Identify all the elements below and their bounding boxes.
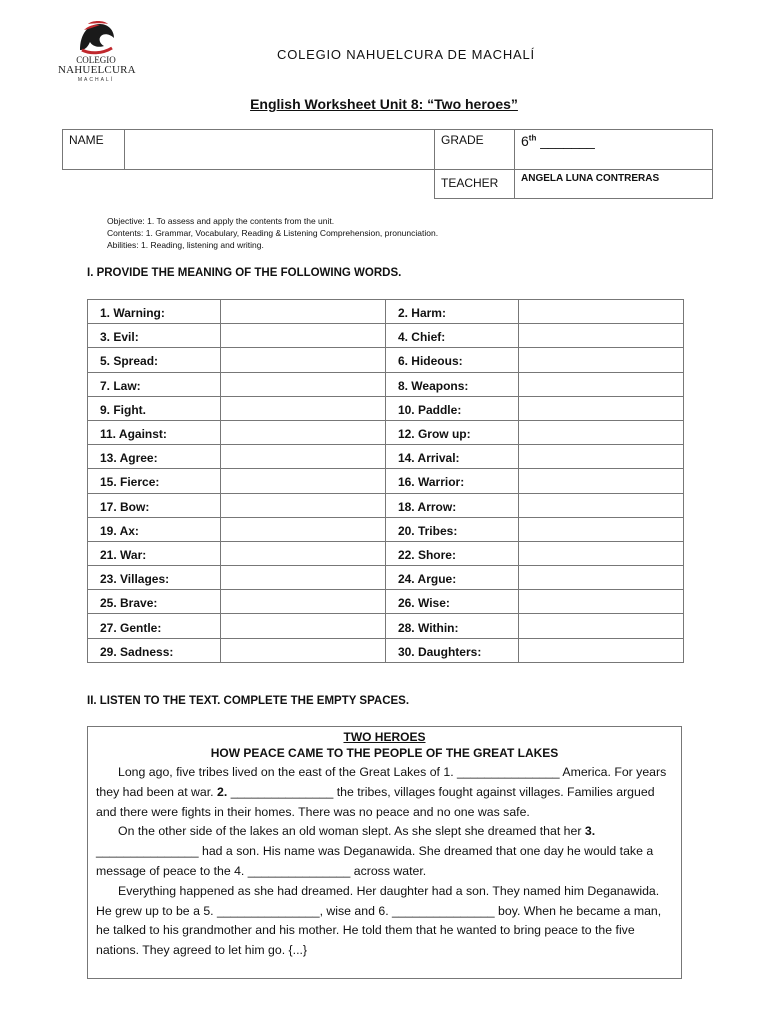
story-text: On the other side of the lakes an old woman slept. As she slept she dreamed that her bbox=[118, 824, 585, 839]
story-text: _______________ had a son. His name was Deganawida. She dreamed that one day he would take a message of peace to the 4. _______________ across water. bbox=[96, 844, 654, 878]
vocab-answer-field[interactable] bbox=[220, 396, 385, 420]
grade-suffix: th bbox=[528, 133, 537, 143]
vocab-word: 19. Ax: bbox=[88, 517, 221, 541]
vocab-word: 26. Wise: bbox=[385, 590, 518, 614]
grade-label: GRADE bbox=[435, 130, 515, 170]
vocab-word: 2. Harm: bbox=[385, 300, 518, 324]
vocab-answer-field[interactable] bbox=[518, 590, 683, 614]
story-paragraph-1 bbox=[96, 763, 673, 822]
vocab-answer-field[interactable] bbox=[220, 348, 385, 372]
section1-heading: I. PROVIDE THE MEANING OF THE FOLLOWING WORDS. bbox=[87, 267, 402, 279]
vocab-word: 23. Villages: bbox=[88, 566, 221, 590]
logo-text-line1: COLEGIO bbox=[76, 55, 116, 65]
contents-text: Contents: 1. Grammar, Vocabulary, Reading & Listening Comprehension, pronunciation. bbox=[107, 228, 439, 238]
vocab-answer-field[interactable] bbox=[518, 372, 683, 396]
vocab-row bbox=[88, 300, 684, 324]
vocab-answer-field[interactable] bbox=[220, 420, 385, 444]
vocab-word: 22. Shore: bbox=[385, 541, 518, 565]
vocab-word: 18. Arrow: bbox=[385, 493, 518, 517]
vocab-word: 13. Agree: bbox=[88, 445, 221, 469]
grade-field[interactable] bbox=[515, 130, 713, 170]
vocab-answer-field[interactable] bbox=[220, 300, 385, 324]
vocab-answer-field[interactable] bbox=[220, 324, 385, 348]
vocab-answer-field[interactable] bbox=[518, 517, 683, 541]
vocab-answer-field[interactable] bbox=[518, 396, 683, 420]
vocab-word: 7. Law: bbox=[88, 372, 221, 396]
vocab-answer-field[interactable] bbox=[518, 493, 683, 517]
vocab-word: 12. Grow up: bbox=[385, 420, 518, 444]
section2-heading: II. LISTEN TO THE TEXT. COMPLETE THE EMPTY SPACES. bbox=[87, 695, 410, 707]
vocab-answer-field[interactable] bbox=[518, 566, 683, 590]
vocab-word: 10. Paddle: bbox=[385, 396, 518, 420]
name-field[interactable] bbox=[125, 130, 435, 170]
vocab-answer-field[interactable] bbox=[518, 638, 683, 662]
vocab-answer-field[interactable] bbox=[220, 614, 385, 638]
vocab-answer-field[interactable] bbox=[220, 566, 385, 590]
grade-value: 6 bbox=[521, 133, 529, 149]
blank-number: 3. bbox=[584, 824, 596, 839]
teacher-value: ANGELA LUNA CONTRERAS bbox=[515, 170, 713, 199]
vocab-answer-field[interactable] bbox=[518, 300, 683, 324]
vocab-row bbox=[88, 469, 684, 493]
vocab-row bbox=[88, 445, 684, 469]
vocab-word: 8. Weapons: bbox=[385, 372, 518, 396]
vocab-row bbox=[88, 396, 684, 420]
vocab-answer-field[interactable] bbox=[518, 469, 683, 493]
worksheet-meta bbox=[107, 215, 438, 251]
vocab-row bbox=[88, 372, 684, 396]
vocab-answer-field[interactable] bbox=[220, 372, 385, 396]
vocab-row bbox=[88, 324, 684, 348]
vocab-word: 3. Evil: bbox=[88, 324, 221, 348]
story-paragraph-3: Everything happened as she had dreamed. Her daughter had a son. They named him Deganawida. He grew up to be a 5. _______________, wise and 6. _______________ boy. When he became a man, he talked to his grandmother and his mother. He told them that he wanted to bring peace to the five nations. They agreed to let him go. {...} bbox=[96, 883, 662, 958]
story-text: Long ago, five tribes lived on the east of the Great Lakes of 1. _______________ America. For years they had been at war. bbox=[96, 765, 667, 799]
student-info-table bbox=[62, 129, 713, 199]
vocab-row bbox=[88, 541, 684, 565]
empty-cell bbox=[63, 170, 435, 199]
vocab-row bbox=[88, 566, 684, 590]
story-paragraph-2 bbox=[96, 822, 673, 881]
vocab-word: 6. Hideous: bbox=[385, 348, 518, 372]
vocab-row bbox=[88, 517, 684, 541]
vocab-answer-field[interactable] bbox=[220, 445, 385, 469]
worksheet-title: English Worksheet Unit 8: “Two heroes” bbox=[250, 96, 518, 112]
vocab-word: 27. Gentle: bbox=[88, 614, 221, 638]
name-label: NAME bbox=[63, 130, 125, 170]
grade-blank: _______ bbox=[540, 133, 595, 149]
vocab-word: 29. Sadness: bbox=[88, 638, 221, 662]
vocab-word: 15. Fierce: bbox=[88, 469, 221, 493]
vocab-answer-field[interactable] bbox=[518, 541, 683, 565]
vocab-word: 4. Chief: bbox=[385, 324, 518, 348]
vocab-word: 28. Within: bbox=[385, 614, 518, 638]
vocab-row bbox=[88, 590, 684, 614]
vocab-answer-field[interactable] bbox=[220, 517, 385, 541]
vocab-word: 1. Warning: bbox=[88, 300, 221, 324]
objective-text: Objective: 1. To assess and apply the contents from the unit. bbox=[107, 216, 335, 226]
vocab-answer-field[interactable] bbox=[220, 541, 385, 565]
vocab-row bbox=[88, 420, 684, 444]
vocab-answer-field[interactable] bbox=[518, 420, 683, 444]
vocab-word: 11. Against: bbox=[88, 420, 221, 444]
school-name: COLEGIO NAHUELCURA DE MACHALÍ bbox=[277, 47, 535, 62]
vocab-row bbox=[88, 638, 684, 662]
story-title: TWO HEROES bbox=[343, 730, 426, 744]
vocab-word: 30. Daughters: bbox=[385, 638, 518, 662]
logo-text-line3: MACHALÍ bbox=[77, 77, 115, 83]
vocab-answer-field[interactable] bbox=[220, 638, 385, 662]
teacher-label: TEACHER bbox=[435, 170, 515, 199]
vocab-answer-field[interactable] bbox=[518, 324, 683, 348]
vocab-word: 9. Fight. bbox=[88, 396, 221, 420]
vocab-answer-field[interactable] bbox=[518, 614, 683, 638]
vocabulary-table bbox=[87, 299, 684, 663]
story-text: _______________ the tribes, villages fought against villages. Families argued and there were fights in their homes. There was no peace and no one was safe. bbox=[96, 784, 655, 819]
logo-text-line2: NAHUELCURA bbox=[58, 64, 136, 76]
vocab-word: 17. Bow: bbox=[88, 493, 221, 517]
vocab-word: 20. Tribes: bbox=[385, 517, 518, 541]
vocab-row bbox=[88, 614, 684, 638]
abilities-text: Abilities: 1. Reading, listening and writing. bbox=[107, 240, 264, 250]
blank-number: 2. bbox=[217, 784, 228, 799]
story-subtitle: HOW PEACE CAME TO THE PEOPLE OF THE GREAT LAKES bbox=[210, 746, 559, 760]
vocab-answer-field[interactable] bbox=[518, 445, 683, 469]
vocab-word: 21. War: bbox=[88, 541, 221, 565]
vocab-word: 14. Arrival: bbox=[385, 445, 518, 469]
listening-text-box bbox=[87, 726, 682, 979]
vocab-word: 24. Argue: bbox=[385, 566, 518, 590]
vocab-word: 25. Brave: bbox=[88, 590, 221, 614]
vocab-word: 5. Spread: bbox=[88, 348, 221, 372]
vocab-answer-field[interactable] bbox=[220, 590, 385, 614]
vocab-row bbox=[88, 348, 684, 372]
vocab-answer-field[interactable] bbox=[220, 469, 385, 493]
vocab-answer-field[interactable] bbox=[518, 348, 683, 372]
vocab-word: 16. Warrior: bbox=[385, 469, 518, 493]
vocab-answer-field[interactable] bbox=[220, 493, 385, 517]
vocab-row bbox=[88, 493, 684, 517]
